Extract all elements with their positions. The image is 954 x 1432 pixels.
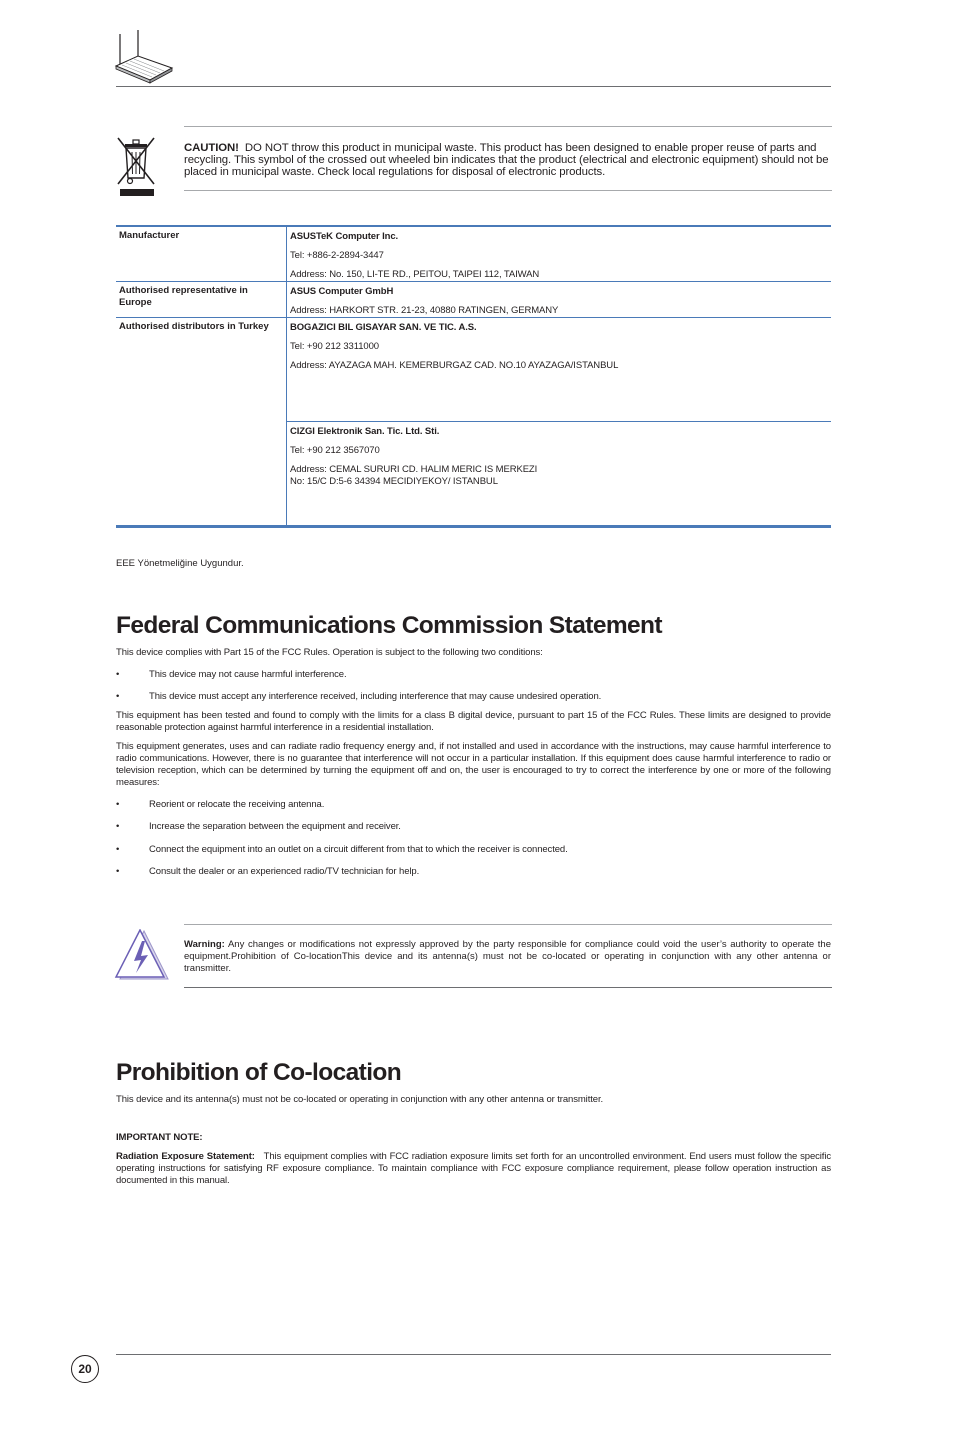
distributor-2-address-line2: No: 15/C D:5-6 34394 MECIDIYEKOY/ ISTANBUL bbox=[290, 475, 498, 487]
page-number: 20 bbox=[71, 1355, 99, 1383]
caution-body: DO NOT throw this product in municipal waste. This product has been designed to enable proper reuse of parts and recycling. This symbol of the crossed out wheeled bin indicates that the product (electrical and electronic equipment) should not be placed in municipal waste. Check local regulations for disposal of electronic products. bbox=[184, 142, 829, 179]
manufacturer-address: Address: No. 150, LI-TE RD., PEITOU, TAIPEI 112, TAIWAN bbox=[290, 269, 540, 280]
distributor-1-name: BOGAZICI BIL GISAYAR SAN. VE TIC. A.S. bbox=[290, 322, 477, 333]
caution-paragraph bbox=[184, 142, 832, 179]
header-rule bbox=[116, 86, 831, 87]
condition-text: This device may not cause harmful interference. bbox=[149, 669, 347, 680]
turkey-row bbox=[116, 317, 831, 525]
fcc-paragraph-2: This equipment generates, uses and can radiate radio frequency energy and, if not installed and used in accordance with the instructions, may cause harmful interference to radio communications. However, there is no guarantee that interference will not occur in a particular installation. If this equipment does cause harmful interference to radio or television reception, which can be determined by turning the equipment off and on, the user is encouraged to try to correct the interference by one or more of the following measures: bbox=[116, 741, 831, 788]
rf-exposure-paragraph bbox=[116, 1151, 831, 1187]
distributor-2-address bbox=[287, 460, 831, 487]
important-note-label: IMPORTANT NOTE: bbox=[116, 1132, 203, 1143]
distributor-1 bbox=[287, 318, 831, 421]
turkey-label: Authorised distributors in Turkey bbox=[116, 318, 287, 525]
manufacturer-name: ASUSTeK Computer Inc. bbox=[290, 231, 399, 242]
bullet-icon: • bbox=[116, 669, 120, 680]
eu-rep-label: Authorised representative in Europe bbox=[116, 282, 287, 317]
eu-rep-value bbox=[287, 282, 831, 317]
measure-text: Connect the equipment into an outlet on a circuit different from that to which the receiver is connected. bbox=[149, 844, 568, 855]
measure-text: Consult the dealer or an experienced radio/TV technician for help. bbox=[149, 866, 420, 877]
colocation-text: This device and its antenna(s) must not be co-located or operating in conjunction with any other antenna or transmitter. bbox=[116, 1094, 604, 1105]
caution-label: CAUTION! bbox=[184, 142, 239, 154]
eee-compliance-text: EEE Yönetmeliğine Uygundur. bbox=[116, 558, 244, 569]
warning-body: Any changes or modifications not expressly approved by the party responsible for compliance could void the user’s authority to operate the equipment.Prohibition of Co-locationThis device and its antenna(s) must not be co-located or operating in conjunction with any other antenna or transmitter. bbox=[184, 939, 831, 974]
warning-paragraph bbox=[184, 939, 831, 975]
eu-rep-name: ASUS Computer GmbH bbox=[290, 286, 394, 297]
fcc-heading: Federal Communications Commission Statement bbox=[116, 612, 662, 639]
bullet-icon: • bbox=[116, 799, 120, 810]
distributor-2-name: CIZGI Elektronik San. Tic. Ltd. Sti. bbox=[290, 426, 440, 437]
fcc-paragraph-1: This equipment has been tested and found to comply with the limits for a class B digital device, pursuant to part 15 of the FCC Rules. These limits are designed to provide reasonable protection against harmful interference in a residential installation. bbox=[116, 710, 831, 733]
distributor-1-address: Address: AYAZAGA MAH. KEMERBURGAZ CAD. NO.10 AYAZAGA/ISTANBUL bbox=[290, 360, 619, 371]
router-icon bbox=[108, 28, 178, 84]
crossed-bin-icon bbox=[114, 134, 160, 198]
condition-text: This device must accept any interference received, including interference that may cause undesired operation. bbox=[149, 691, 602, 702]
manufacturer-value bbox=[287, 227, 831, 281]
eu-rep-address: Address: HARKORT STR. 21-23, 40880 RATINGEN, GERMANY bbox=[290, 305, 559, 316]
turkey-value bbox=[287, 318, 831, 525]
distributor-2-tel: Tel: +90 212 3567070 bbox=[290, 445, 380, 456]
bullet-icon: • bbox=[116, 866, 120, 877]
fcc-intro: This device complies with Part 15 of the FCC Rules. Operation is subject to the following two conditions: bbox=[116, 647, 543, 658]
warning-rule-top bbox=[184, 924, 832, 925]
footer-rule bbox=[116, 1354, 831, 1355]
bullet-icon: • bbox=[116, 821, 120, 832]
eu-rep-row bbox=[116, 281, 831, 317]
rf-exposure-label: Radiation Exposure Statement: bbox=[116, 1151, 255, 1162]
distributor-1-tel: Tel: +90 212 3311000 bbox=[290, 341, 379, 352]
colocation-heading: Prohibition of Co-location bbox=[116, 1059, 402, 1086]
manufacturer-tel: Tel: +886-2-2894-3447 bbox=[290, 250, 384, 261]
bullet-icon: • bbox=[116, 844, 120, 855]
bullet-icon: • bbox=[116, 691, 120, 702]
contact-table bbox=[116, 225, 831, 528]
caution-rule-bottom bbox=[184, 190, 832, 191]
rf-exposure-body: This equipment complies with FCC radiation exposure limits set forth for an uncontrolled environment. End users must follow the specific operating instructions for satisfying RF exposure compliance. To maintain compliance with FCC exposure compliance requirement, please follow operation instruction as documented in this manual. bbox=[116, 1151, 832, 1186]
warning-label: Warning: bbox=[184, 939, 225, 950]
manufacturer-row bbox=[116, 227, 831, 281]
distributor-2 bbox=[287, 421, 831, 487]
warning-rule-bottom bbox=[184, 987, 832, 988]
warning-lightning-icon bbox=[114, 929, 170, 981]
measure-text: Increase the separation between the equipment and receiver. bbox=[149, 821, 401, 832]
measure-text: Reorient or relocate the receiving antenna. bbox=[149, 799, 325, 810]
manufacturer-label: Manufacturer bbox=[116, 227, 287, 281]
distributor-2-address-line1: Address: CEMAL SURURI CD. HALIM MERIC IS MERKEZI bbox=[290, 464, 538, 475]
caution-rule-top bbox=[184, 126, 832, 127]
